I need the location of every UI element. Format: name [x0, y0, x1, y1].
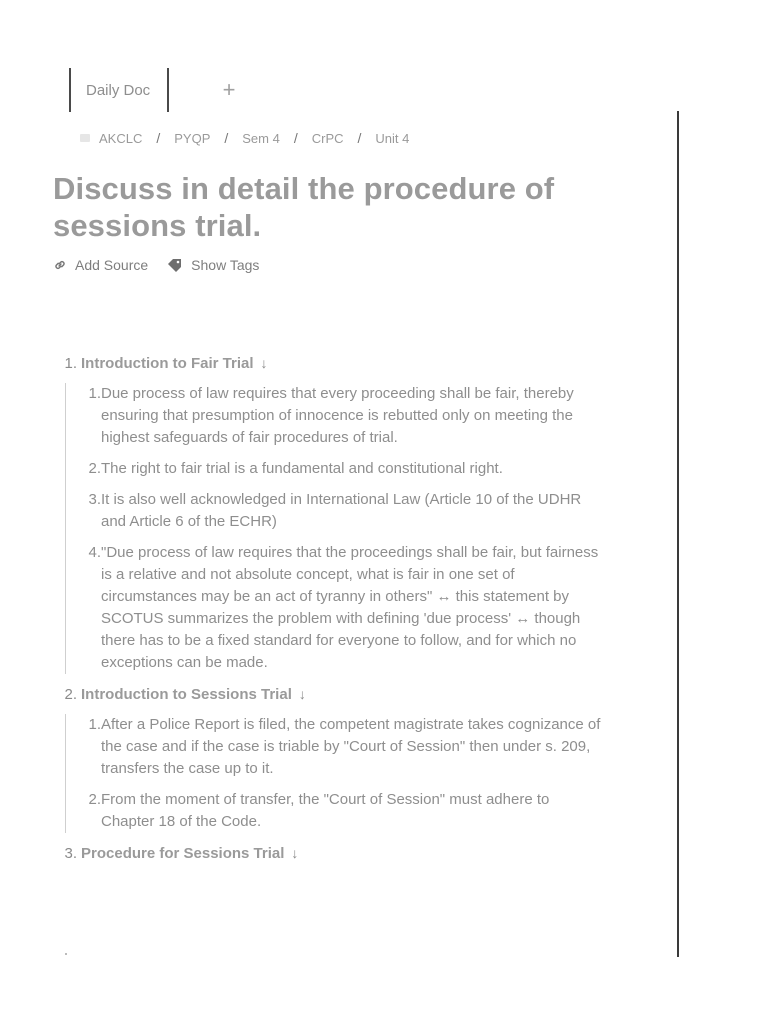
item-text: The right to fair trial is a fundamental and constitutional right.: [101, 460, 503, 477]
breadcrumb-item-akclc[interactable]: AKCLC: [99, 130, 143, 146]
meta-row: [53, 257, 259, 273]
page-title[interactable]: Discuss in detail the procedure of sessions trial.: [53, 171, 555, 243]
tag-icon: [167, 258, 183, 272]
item-number: 3.: [88, 491, 101, 508]
outline-section-fair-trial: [53, 352, 628, 674]
breadcrumb: [80, 128, 409, 148]
breadcrumb-item-unit4[interactable]: Unit 4: [375, 130, 410, 146]
tab-label: Daily Doc: [86, 81, 151, 99]
add-source-label: Add Source: [75, 257, 149, 273]
section-title: Procedure for Sessions Trial: [81, 844, 285, 862]
breadcrumb-separator: /: [293, 130, 298, 146]
section-heading[interactable]: [53, 683, 628, 705]
section-heading[interactable]: [53, 352, 628, 374]
section-number: 2.: [64, 685, 77, 703]
list-item[interactable]: [66, 489, 628, 533]
outline-section-procedure: [53, 842, 628, 864]
item-text: Due process of law requires that every proceeding shall be fair, thereby ensuring that presumption of innocence is rebutted only on meeting the highest safeguards of fair procedures of trial.: [101, 385, 574, 446]
item-number: 2.: [88, 460, 101, 477]
list-item[interactable]: [66, 789, 628, 833]
list-item[interactable]: [66, 714, 628, 780]
new-tab-button[interactable]: +: [222, 77, 236, 102]
breadcrumb-item-sem4[interactable]: Sem 4: [242, 130, 280, 146]
item-number: 4.: [88, 544, 101, 561]
item-text: After a Police Report is filed, the competent magistrate takes cognizance of the case and if the case is triable by "Court of Session" then under s. 209, transfers the case up to it.: [101, 716, 601, 777]
outline-section-sessions-trial: [53, 683, 628, 833]
breadcrumb-item-crpc[interactable]: CrPC: [311, 130, 344, 146]
section-number: 1.: [64, 354, 77, 372]
show-tags-button[interactable]: [167, 257, 259, 273]
decorative-dot: [65, 953, 67, 955]
list-item[interactable]: [66, 458, 628, 480]
breadcrumb-item-pyqp[interactable]: PYQP: [174, 130, 211, 146]
section-heading[interactable]: [53, 842, 628, 864]
item-text: It is also well acknowledged in International Law (Article 10 of the UDHR and Article 6 of the ECHR): [101, 491, 582, 530]
section-number: 3.: [64, 844, 77, 862]
panel-divider[interactable]: [677, 111, 679, 957]
item-number: 2.: [88, 791, 101, 808]
show-tags-label: Show Tags: [191, 257, 260, 273]
item-text: "Due process of law requires that the proceedings shall be fair, but fairness is a relative and not absolute concept, what is fair in one set of circumstances may be an act of tyranny in others" ↔ this statement by SCOTUS summarizes the problem with defining 'due process' ↔ though there has to be a fixed standard for everyone to follow, and for which no exceptions can be made.: [101, 544, 599, 671]
section-title: Introduction to Fair Trial: [81, 354, 254, 372]
folder-icon: [80, 134, 90, 142]
list-item[interactable]: [66, 383, 628, 449]
arrow-down-icon[interactable]: ↓: [260, 355, 268, 371]
list-item[interactable]: [66, 542, 628, 674]
breadcrumb-separator: /: [357, 130, 362, 146]
item-text: From the moment of transfer, the "Court of Session" must adhere to Chapter 18 of the Code.: [101, 791, 550, 830]
tab-daily-doc[interactable]: [69, 68, 169, 112]
breadcrumb-separator: /: [224, 130, 229, 146]
breadcrumb-separator: /: [156, 130, 161, 146]
item-number: 1.: [88, 716, 101, 733]
section-items: [65, 383, 628, 674]
outline: [53, 352, 628, 864]
arrow-down-icon[interactable]: ↓: [298, 686, 306, 702]
item-number: 1.: [88, 385, 101, 402]
add-source-button[interactable]: [53, 257, 148, 273]
arrow-down-icon[interactable]: ↓: [291, 845, 299, 861]
link-icon: [53, 258, 67, 272]
section-title: Introduction to Sessions Trial: [81, 685, 292, 703]
section-items: [65, 714, 628, 833]
